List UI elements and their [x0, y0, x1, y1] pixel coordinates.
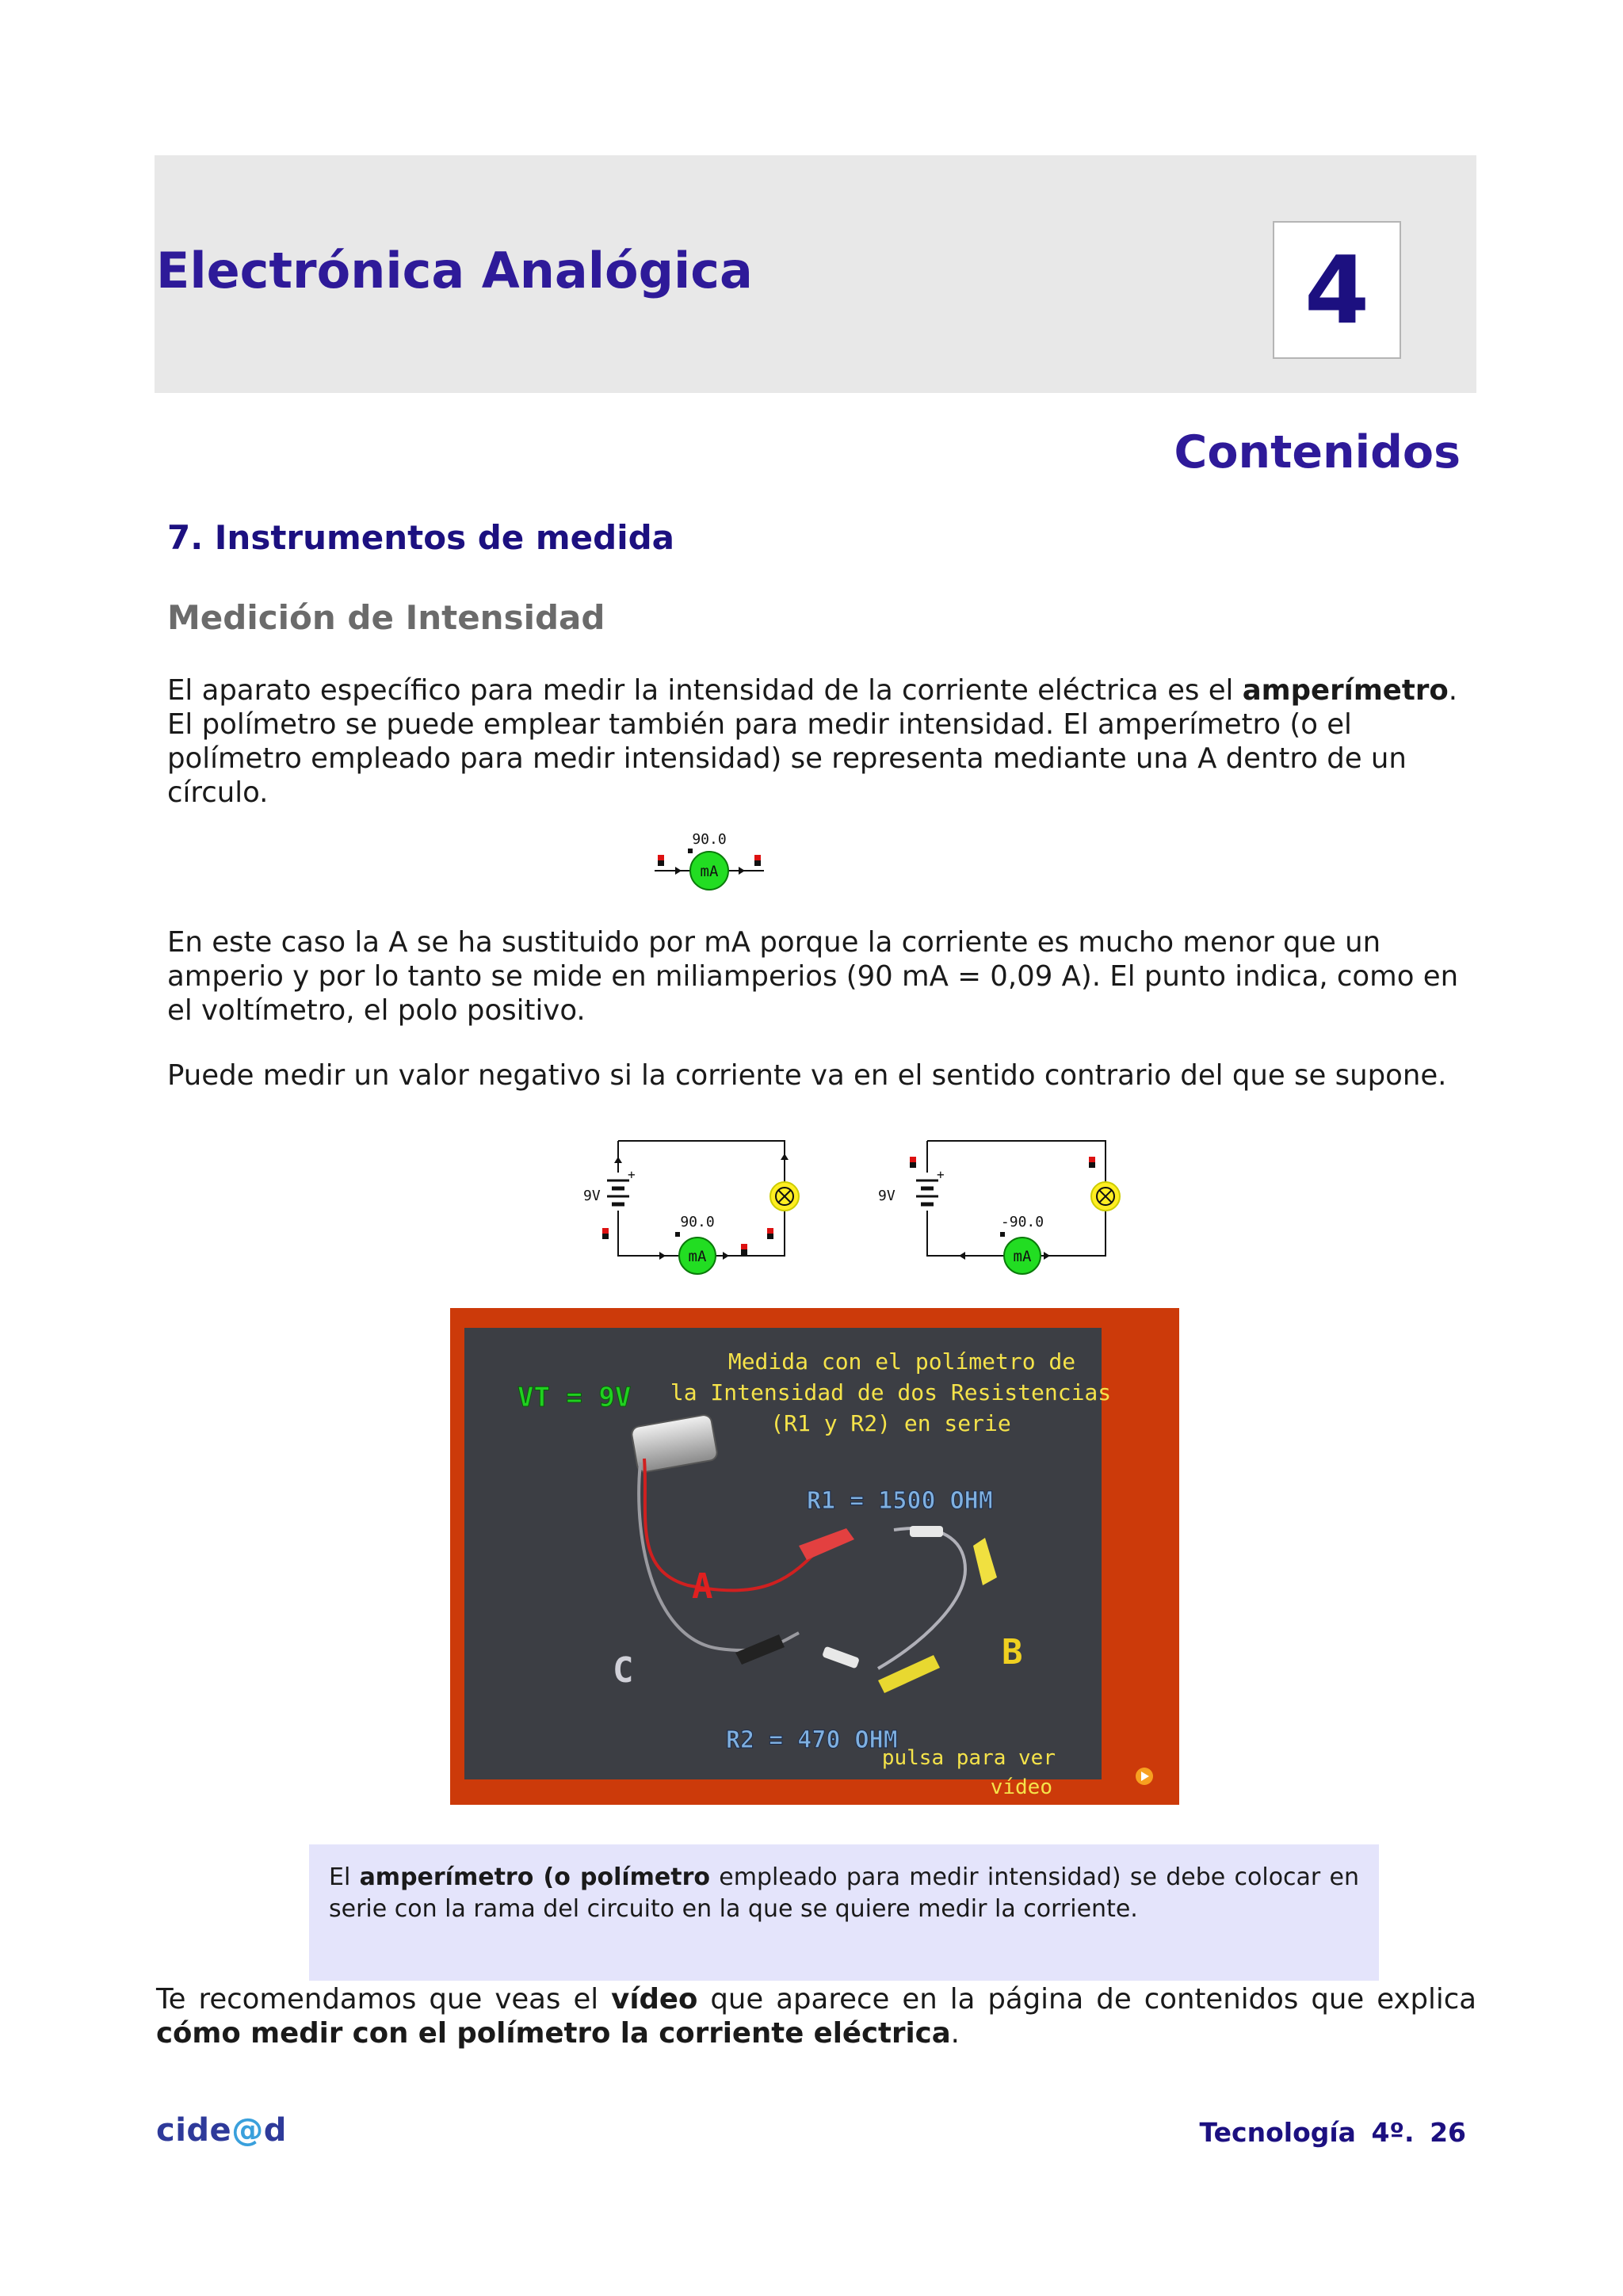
terminal-black-2	[767, 1234, 773, 1239]
circuit-right-figure	[872, 1133, 1125, 1283]
video-point-c: C	[613, 1650, 634, 1691]
chapter-number: 4	[1304, 235, 1370, 345]
polarity-dot	[1000, 1232, 1005, 1237]
para4-text-a: Te recomendamos que veas el	[156, 1983, 612, 2016]
chapter-number-box	[1273, 221, 1401, 359]
terminal-right-black	[754, 860, 761, 866]
video-caption-line1: Medida con el polímetro de	[727, 1348, 1076, 1375]
video-r1-label: R1 = 1500 OHM	[807, 1487, 993, 1515]
terminal-black	[602, 1234, 609, 1239]
red-wire	[644, 1459, 823, 1590]
arrow-icon-2	[723, 1252, 729, 1260]
battery-voltage: 9V	[878, 1188, 896, 1204]
logo-part-a: cide	[156, 2112, 232, 2149]
video-play-line1: pulsa para ver	[881, 1746, 1056, 1770]
logo-part-c: d	[263, 2112, 287, 2149]
arrow-up-icon	[781, 1154, 789, 1160]
sub-subsection-title: Medición de Intensidad	[167, 598, 605, 637]
video-content[interactable]	[450, 1308, 1179, 1805]
meter-unit: mA	[1013, 1248, 1032, 1265]
para4-bold-video: vídeo	[611, 1983, 698, 2016]
terminal-left-black	[658, 860, 664, 866]
terminal-left-red	[658, 855, 664, 860]
battery-voltage: 9V	[583, 1188, 601, 1204]
paragraph-ammeter-intro	[167, 673, 1475, 810]
polarity-dot	[688, 849, 693, 853]
footer-course-page	[1200, 2117, 1466, 2148]
terminal-red	[602, 1228, 609, 1234]
video-caption-line2: la Intensidad de dos Resistencias	[670, 1379, 1112, 1405]
terminal-right-red	[754, 855, 761, 860]
para4-bold-how-to: cómo medir con el polímetro la corriente eléctrica	[156, 2017, 951, 2050]
terminal-red-2	[1089, 1157, 1095, 1162]
paragraph-milliamps: En este caso la A se ha sustituido por mA porque la corriente es mucho menor que un amperio y por lo tanto se mide en miliamperios (90 mA = 0,09 A). El punto indica, como en el voltímetro, el polo positivo.	[167, 926, 1459, 1027]
meter-reading: 90.0	[680, 1214, 715, 1230]
terminal-red-2	[767, 1228, 773, 1234]
subsection-title: 7. Instrumentos de medida	[167, 518, 675, 557]
video-play-line2: vídeo	[990, 1775, 1052, 1799]
ammeter-reading: 90.0	[692, 831, 727, 848]
meter-unit: mA	[688, 1248, 707, 1265]
logo-part-at: @	[231, 2112, 264, 2149]
battery-plus-sign: +	[628, 1167, 636, 1182]
red-clip	[799, 1528, 854, 1560]
polarity-dot	[675, 1232, 680, 1237]
resistor-r1	[910, 1526, 943, 1537]
page-number: 26	[1430, 2117, 1466, 2148]
cidead-logo	[156, 2112, 287, 2149]
para1-bold-ammeter: amperímetro	[1242, 674, 1449, 707]
video-point-a: A	[692, 1566, 713, 1607]
section-title: Contenidos	[1174, 426, 1461, 479]
ammeter-unit: mA	[700, 863, 719, 880]
arrow-left-icon	[675, 867, 682, 875]
arrow-icon	[959, 1252, 965, 1260]
arrow-up-icon-2	[614, 1157, 622, 1163]
paragraph-negative-value: Puede medir un valor negativo si la corriente va en el sentido contrario del que se supone.	[167, 1059, 1447, 1092]
footer-course: Tecnología 4º.	[1199, 2117, 1415, 2148]
paragraph-video-recommendation	[156, 1982, 1476, 2050]
resistor-r2	[822, 1646, 860, 1669]
video-vt-label: VT = 9V	[517, 1382, 632, 1413]
video-caption-line3: (R1 y R2) en serie	[770, 1410, 1011, 1436]
note-text	[329, 1862, 1359, 1925]
para1-text-c: . El polímetro se puede emplear también para medir intensidad. El amperímetro (o el polímetro empleado para medir intensidad) se representa mediante una A dentro de un círculo.	[167, 674, 1458, 809]
para1-text-a: El aparato específico para medir la intensidad de la corriente eléctrica es el	[167, 674, 1243, 707]
terminal-red	[910, 1157, 916, 1162]
arrow-icon-2	[1044, 1252, 1050, 1260]
meter-reading: -90.0	[1000, 1214, 1044, 1230]
yellow-clip	[973, 1538, 997, 1585]
battery-plus-sign: +	[937, 1167, 945, 1182]
black-wire	[639, 1463, 799, 1650]
para4-text-c: que aparece en la página de contenidos que explica	[697, 1983, 1476, 2016]
circuit-left-figure	[563, 1133, 816, 1283]
para4-text-e: .	[950, 2017, 960, 2050]
note-text-a: El	[329, 1863, 360, 1891]
note-bold: amperímetro (o polímetro	[359, 1863, 710, 1891]
terminal-red-3	[741, 1244, 747, 1249]
terminal-black-3	[741, 1249, 747, 1255]
arrow-icon	[659, 1252, 666, 1260]
video-point-b: B	[1002, 1632, 1023, 1672]
arrow-right-icon	[739, 867, 745, 875]
ammeter-symbol-figure	[650, 828, 769, 893]
terminal-black-2	[1089, 1162, 1095, 1168]
video-r2-label: R2 = 470 OHM	[726, 1726, 898, 1754]
terminal-black	[910, 1162, 916, 1168]
note-text-c: empleado para medir intensidad) se debe colocar en serie con la rama del circuito en la que se quiere medir la corriente.	[329, 1863, 1359, 1923]
wire-b	[878, 1528, 965, 1669]
yellow-clip-2	[878, 1655, 940, 1693]
document-title: Electrónica Analógica	[156, 242, 753, 299]
